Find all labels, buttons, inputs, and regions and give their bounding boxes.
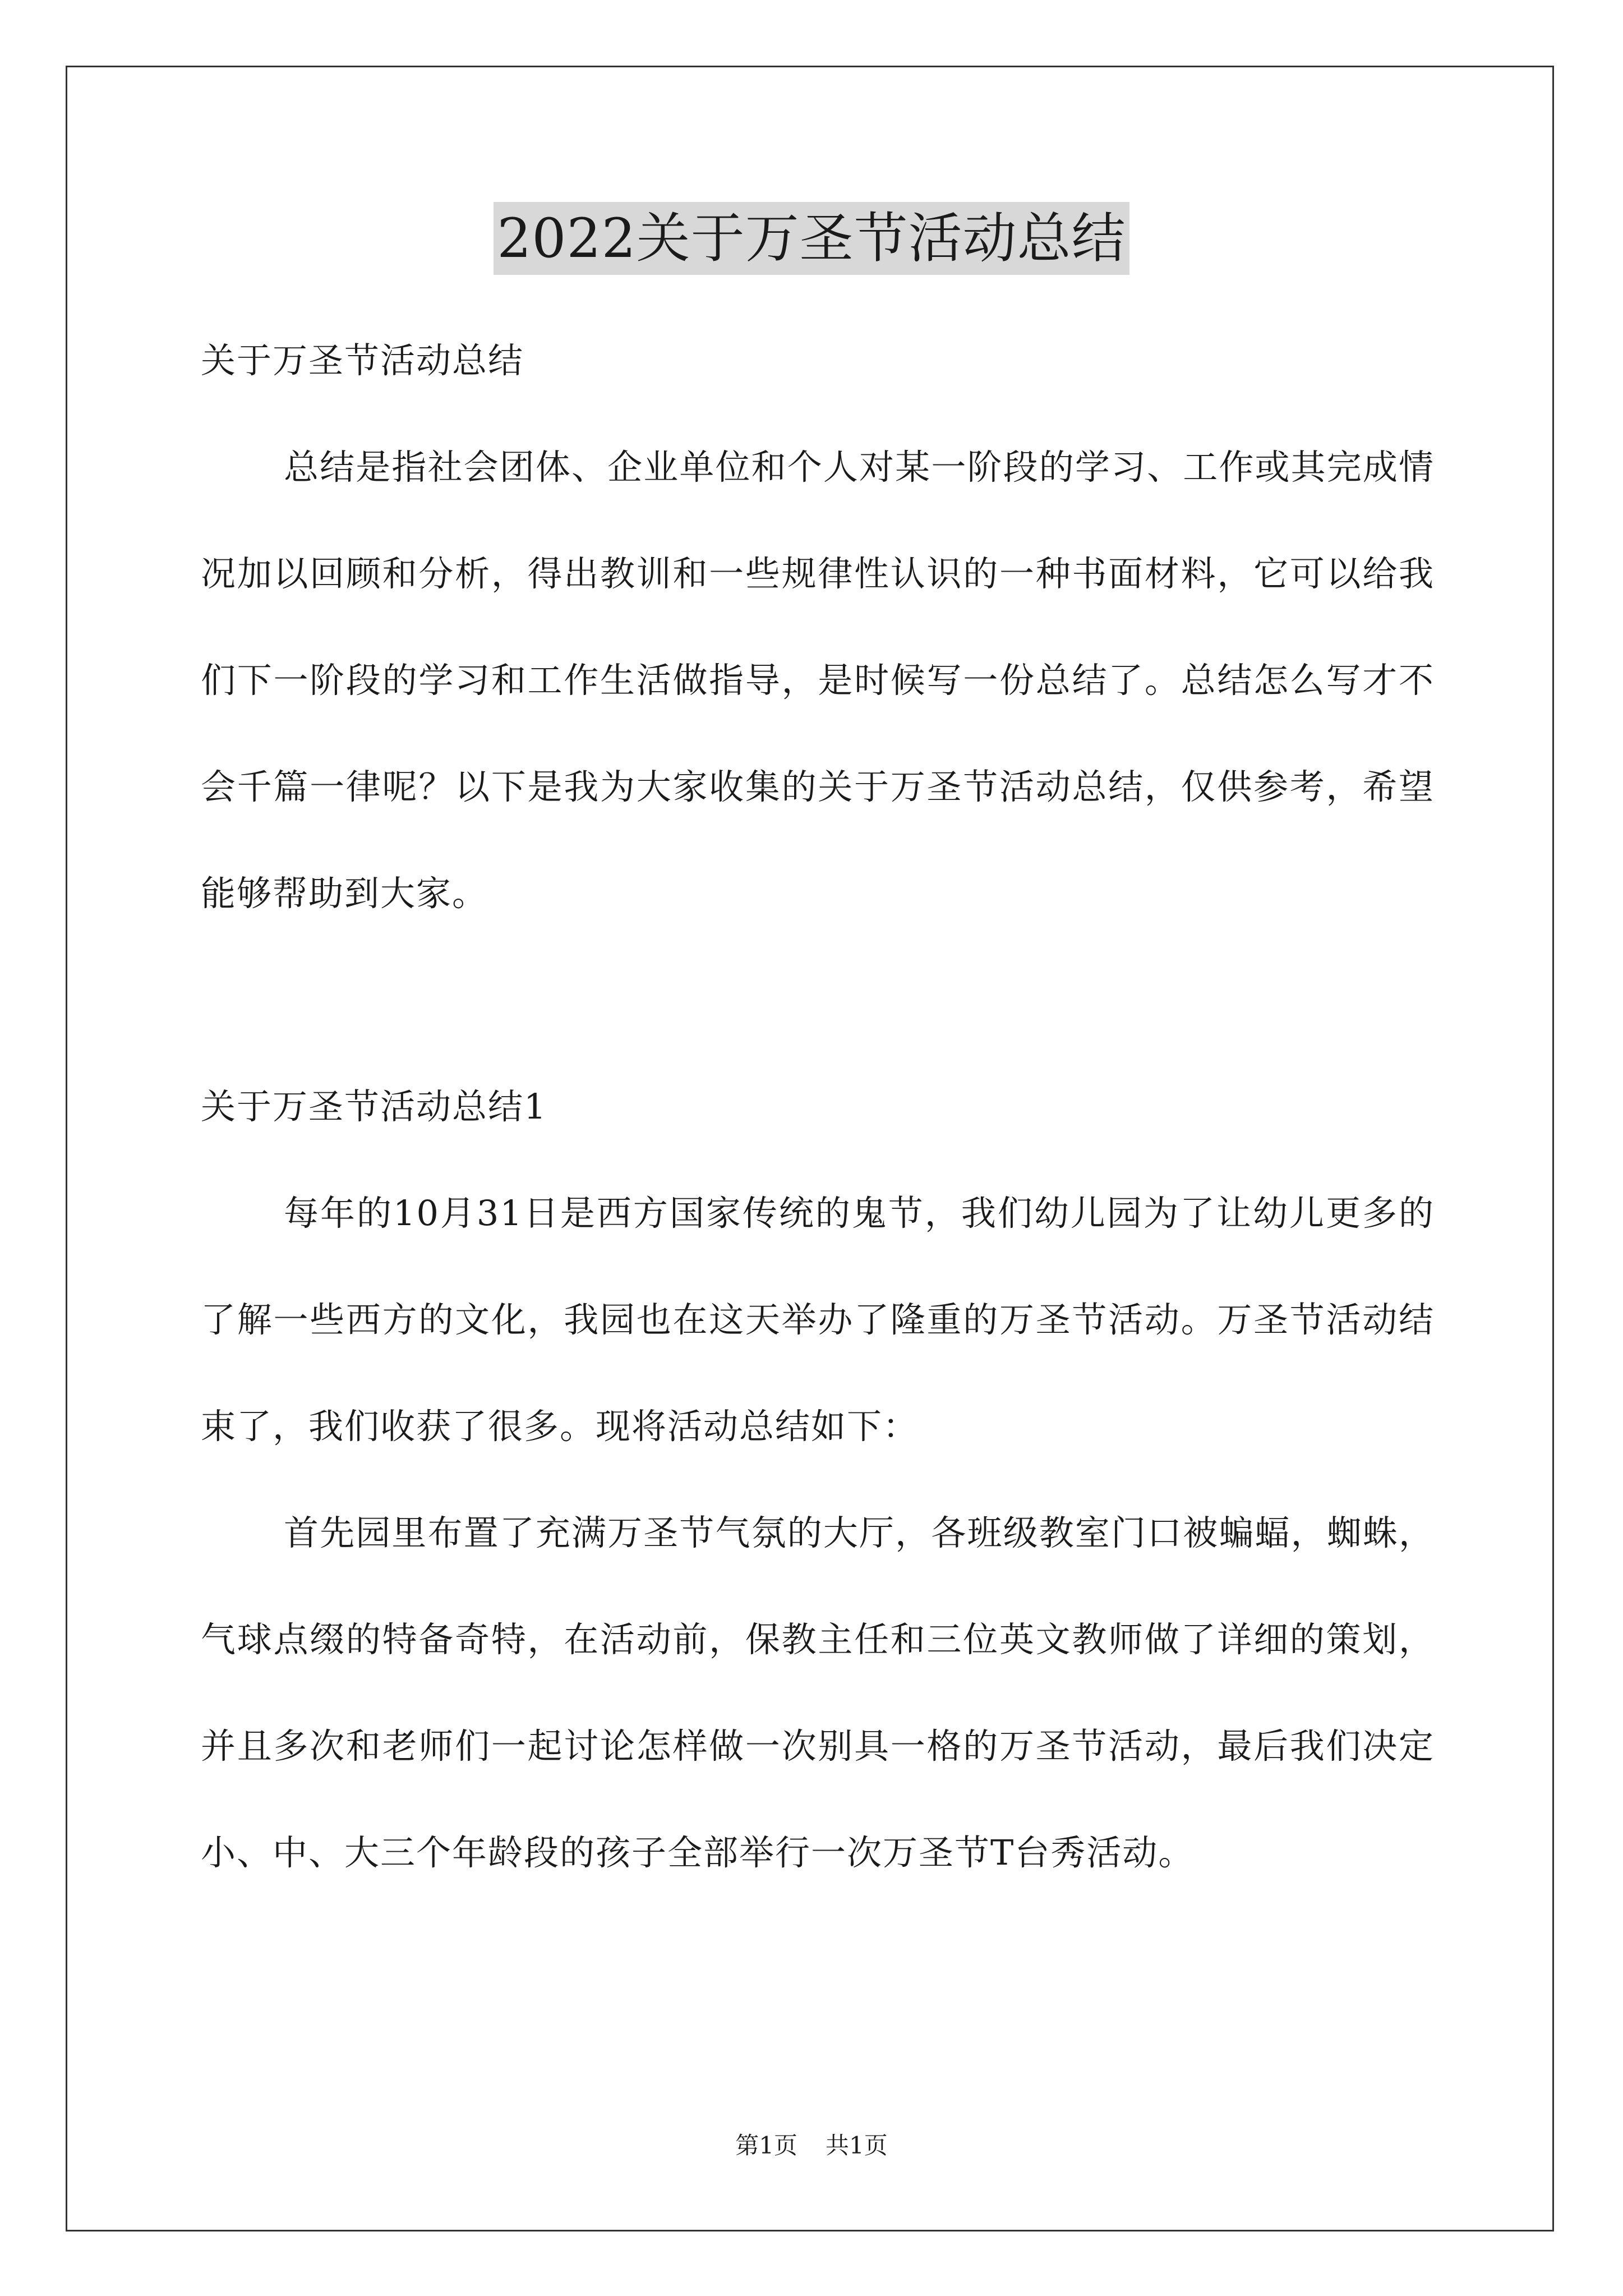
title-wrap: [0, 202, 1623, 275]
section1-heading: 关于万圣节活动总结1: [201, 1086, 547, 1127]
intro-paragraph: 总结是指社会团体、企业单位和个人对某一阶段的学习、工作或其完成情况加以回顾和分析，得出教训和一些规律性认识的一种书面材料，它可以给我们下一阶段的学习和工作生活做指导，是时候写一份总结了。总结怎么写才不会千篇一律呢？以下是我为大家收集的关于万圣节活动总结，仅供参考，希望能够帮助到大家。: [201, 447, 1435, 914]
page-number-total: 共1页: [826, 2132, 888, 2159]
document-body: [201, 307, 1435, 1906]
section-gap: [201, 947, 1435, 1053]
page-number-current: 第1页: [735, 2132, 797, 2159]
section1-paragraph-2: 首先园里布置了充满万圣节气氛的大厅，各班级教室门口被蝙蝠，蜘蛛，气球点缀的特备奇特，在活动前，保教主任和三位英文教师做了详细的策划，并且多次和老师们一起讨论怎样做一次别具一格的万圣节活动，最后我们决定小、中、大三个年龄段的孩子全部举行一次万圣节T台秀活动。: [201, 1512, 1435, 1873]
document-title: 2022关于万圣节活动总结: [494, 202, 1129, 275]
section1-paragraph-1: 每年的10月31日是西方国家传统的鬼节，我们幼儿园为了让幼儿更多的了解一些西方的文化，我园也在这天举办了隆重的万圣节活动。万圣节活动结束了，我们收获了很多。现将活动总结如下：: [201, 1193, 1435, 1447]
intro-heading: 关于万圣节活动总结: [201, 340, 524, 381]
page-footer: [0, 2129, 1623, 2162]
